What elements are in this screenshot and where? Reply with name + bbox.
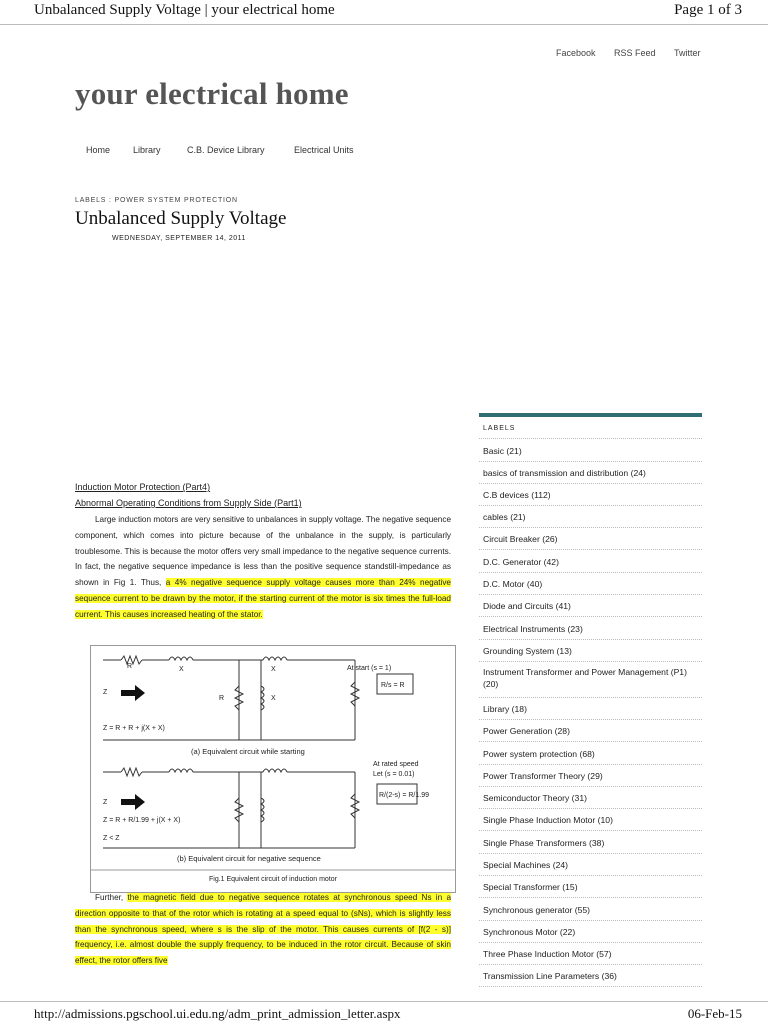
fig-at-start: At start (s = 1) (347, 665, 392, 672)
sidebar-divider (479, 616, 702, 617)
footer-date: 06-Feb-15 (687, 1006, 742, 1021)
sidebar-label-link[interactable]: Semiconductor Theory (31) (483, 793, 587, 803)
figure-caption: Fig.1 Equivalent circuit of induction motor (208, 876, 337, 883)
highlighted-text: the magnetic field due to negative sequence rotates at synchronous speed Ns in a direction opposite to that of the rotor which is rotating at a speed equal to (sNs), which is slightly less than the synchronous speed, where s is the slip of the motor. This causes currents of [f(2 - s)] frequency, i.e. almost double the supply frequency, to be induced in the rotor circuit. Because of skin effect, the rotor offers five (75, 893, 451, 966)
svg-text:R/(2-s) = R/1.99: R/(2-s) = R/1.99 (379, 792, 429, 799)
sidebar-label-link[interactable]: Library (18) (483, 704, 527, 714)
sidebar-divider (479, 483, 702, 484)
nav-library[interactable]: Library (133, 145, 161, 155)
fig-at-rated: At rated speed (373, 761, 419, 768)
svg-text:Z = R + R + j(X + X): Z = R + R + j(X + X) (103, 725, 165, 732)
sidebar-label-link[interactable]: D.C. Motor (40) (483, 579, 543, 589)
sidebar-divider (479, 964, 702, 965)
svg-text:Z = R + R/1.99 + j(X + X): Z = R + R/1.99 + j(X + X) (103, 817, 181, 824)
sidebar-label-link[interactable]: Single Phase Induction Motor (10) (483, 815, 613, 825)
article-paragraph-1 (75, 512, 451, 623)
pdf-title: Unbalanced Supply Voltage | your electrical home (34, 2, 335, 18)
sidebar-divider (479, 572, 702, 573)
svg-text:X: X (271, 695, 276, 702)
paragraph-text: Further, (95, 893, 128, 902)
svg-text:X: X (179, 666, 184, 673)
pdf-page-number: Page 1 of 3 (674, 2, 742, 18)
sidebar-divider (479, 438, 702, 439)
svg-text:R/s = R: R/s = R (381, 682, 405, 689)
facebook-link[interactable]: Facebook (556, 48, 596, 58)
sidebar-label-link[interactable]: Three Phase Induction Motor (57) (483, 949, 612, 959)
nav-home[interactable]: Home (86, 145, 111, 155)
sidebar-divider (479, 594, 702, 595)
svg-text:Z: Z (103, 689, 108, 696)
sidebar-label-link[interactable]: Electrical Instruments (23) (483, 624, 583, 634)
article-paragraph-2 (75, 890, 451, 969)
sidebar-label-link[interactable]: D.C. Generator (42) (483, 557, 559, 567)
fig-let: Let (s = 0.01) (373, 771, 415, 778)
sidebar-label-link[interactable]: Power Transformer Theory (29) (483, 771, 603, 781)
sidebar-divider (479, 505, 702, 506)
svg-text:Z: Z (103, 799, 108, 806)
sidebar-divider (479, 639, 702, 640)
nav-cb-device-library[interactable]: C.B. Device Library (187, 145, 265, 155)
svg-text:X: X (271, 666, 276, 673)
site-title[interactable]: your electrical home (75, 76, 349, 111)
sidebar-label-link[interactable]: cables (21) (483, 512, 526, 522)
sidebar-label-link[interactable]: C.B devices (112) (483, 490, 551, 500)
sidebar-divider (479, 741, 702, 742)
sidebar-divider (479, 549, 702, 550)
post-title: Unbalanced Supply Voltage (75, 208, 287, 229)
sidebar-label-link[interactable]: Synchronous generator (55) (483, 905, 591, 915)
circuit-diagram (91, 646, 455, 892)
svg-text:R: R (127, 663, 133, 670)
sidebar-divider (479, 527, 702, 528)
sidebar-divider (479, 764, 702, 765)
sidebar-label-link[interactable]: Grounding System (13) (483, 646, 572, 656)
sidebar-label-link[interactable]: Instrument Transformer and Power Management (P1) (20) (483, 667, 687, 689)
sidebar-label-link[interactable]: Single Phase Transformers (38) (483, 838, 605, 848)
twitter-link[interactable]: Twitter (674, 48, 701, 58)
rss-feed-link[interactable]: RSS Feed (614, 48, 656, 58)
post-labels[interactable]: LABELS : POWER SYSTEM PROTECTION (75, 197, 238, 204)
sidebar-divider (479, 808, 702, 809)
highlighted-text: a 4% negative sequence supply voltage causes more than 24% negative sequence current to be drawn by the motor, if the starting current of the motor is six times the full-load current. This causes increased heating of the stator. (75, 578, 451, 619)
sidebar-divider (479, 830, 702, 831)
sidebar-heading: LABELS (483, 425, 516, 432)
sidebar-label-link[interactable]: Basic (21) (483, 446, 522, 456)
sidebar-label-link[interactable]: Special Machines (24) (483, 860, 569, 870)
paragraph-text: Large induction motors are very sensitive to unbalances in supply voltage. The negative sequence component, which comes into picture because of the unbalance in the supply, is particularly troublesome. This is because the motor offers very small impedance to the negative sequence currents. In fact, the negative sequence impedance is less than the positive sequence standstill-impedance as shown in Fig 1. Thus, (75, 515, 451, 588)
sidebar-label-link[interactable]: basics of transmission and distribution (24) (483, 468, 646, 478)
article-heading-part1: Abnormal Operating Conditions from Supply Side (Part1) (75, 498, 302, 508)
sidebar-label-link[interactable]: Diode and Circuits (41) (483, 601, 571, 611)
sidebar-divider (479, 697, 702, 698)
sidebar-divider (479, 986, 702, 987)
sidebar-header-bar (479, 413, 702, 417)
sidebar-divider (479, 786, 702, 787)
svg-text:Z < Z: Z < Z (103, 835, 120, 842)
sidebar-label-link[interactable]: Synchronous Motor (22) (483, 927, 576, 937)
sidebar-divider (479, 897, 702, 898)
article-heading-part4: Induction Motor Protection (Part4) (75, 482, 211, 492)
sidebar-divider (479, 920, 702, 921)
fig-caption-a: (a) Equivalent circuit while starting (191, 747, 305, 756)
sidebar-divider (479, 875, 702, 876)
sidebar-label-link[interactable]: Special Transformer (15) (483, 882, 578, 892)
sidebar-label-link[interactable]: Transmission Line Parameters (36) (483, 971, 617, 981)
equivalent-circuit-figure (90, 645, 456, 893)
footer-url: http://admissions.pgschool.ui.edu.ng/adm_print_admission_letter.aspx (34, 1006, 401, 1021)
sidebar-divider (479, 719, 702, 720)
sidebar-label-link[interactable]: Power Generation (28) (483, 726, 570, 736)
sidebar-label-link[interactable]: Power system protection (68) (483, 749, 595, 759)
post-date: WEDNESDAY, SEPTEMBER 14, 2011 (112, 235, 246, 242)
sidebar-label-link[interactable]: Circuit Breaker (26) (483, 534, 558, 544)
nav-electrical-units[interactable]: Electrical Units (294, 145, 354, 155)
fig-caption-b: (b) Equivalent circuit for negative sequence (177, 854, 321, 863)
sidebar-divider (479, 853, 702, 854)
svg-text:R: R (219, 695, 225, 702)
sidebar-divider (479, 661, 702, 662)
sidebar-divider (479, 461, 702, 462)
sidebar-divider (479, 942, 702, 943)
